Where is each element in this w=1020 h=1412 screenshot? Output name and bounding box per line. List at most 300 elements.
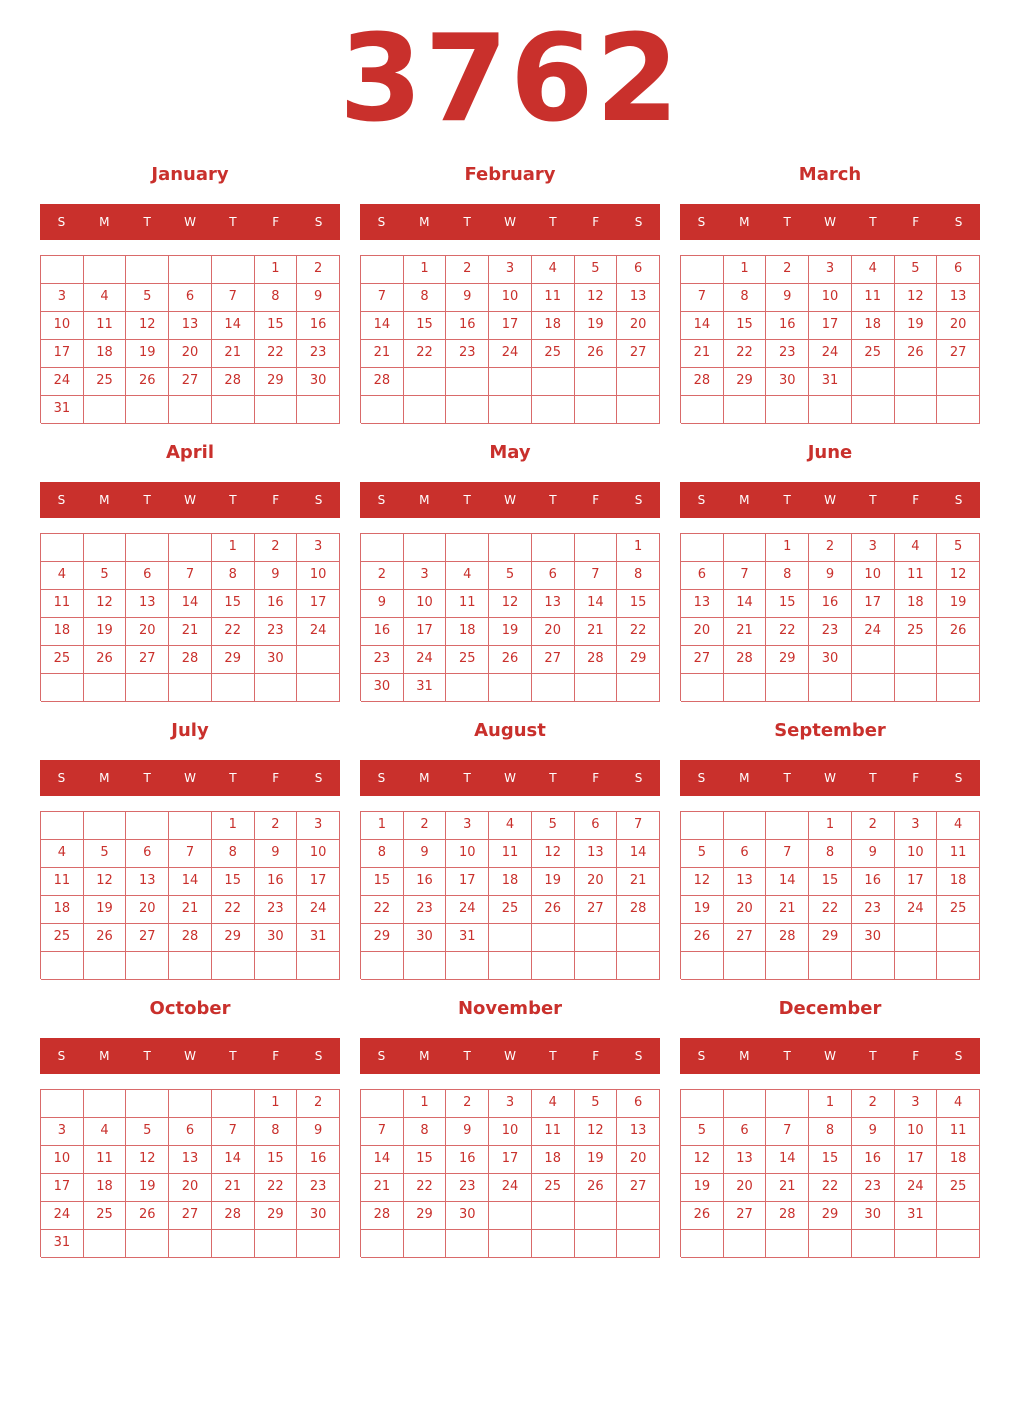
day-cell[interactable]: 12 xyxy=(681,868,724,896)
day-cell[interactable]: 6 xyxy=(937,256,980,284)
day-cell[interactable]: 10 xyxy=(489,1118,532,1146)
day-cell[interactable]: 16 xyxy=(297,312,340,340)
day-cell[interactable]: 24 xyxy=(809,340,852,368)
day-cell[interactable]: 26 xyxy=(681,1202,724,1230)
day-cell[interactable]: 5 xyxy=(681,840,724,868)
day-cell[interactable]: 1 xyxy=(809,1090,852,1118)
day-cell[interactable]: 23 xyxy=(852,896,895,924)
day-cell[interactable]: 14 xyxy=(766,868,809,896)
day-cell[interactable]: 22 xyxy=(766,618,809,646)
day-cell[interactable]: 4 xyxy=(937,1090,980,1118)
day-cell[interactable]: 14 xyxy=(169,590,212,618)
day-cell[interactable]: 18 xyxy=(84,340,127,368)
day-cell[interactable]: 25 xyxy=(895,618,938,646)
day-cell[interactable]: 5 xyxy=(681,1118,724,1146)
day-cell[interactable]: 23 xyxy=(766,340,809,368)
day-cell[interactable]: 22 xyxy=(404,1174,447,1202)
day-cell[interactable]: 17 xyxy=(809,312,852,340)
day-cell[interactable]: 3 xyxy=(41,284,84,312)
day-cell[interactable]: 14 xyxy=(361,312,404,340)
day-cell[interactable]: 28 xyxy=(169,924,212,952)
day-cell[interactable]: 9 xyxy=(446,284,489,312)
day-cell[interactable]: 10 xyxy=(489,284,532,312)
day-cell[interactable]: 24 xyxy=(895,1174,938,1202)
day-cell[interactable]: 20 xyxy=(681,618,724,646)
day-cell[interactable]: 21 xyxy=(575,618,618,646)
day-cell[interactable]: 14 xyxy=(766,1146,809,1174)
day-cell[interactable]: 5 xyxy=(575,256,618,284)
day-cell[interactable]: 17 xyxy=(489,1146,532,1174)
day-cell[interactable]: 16 xyxy=(255,590,298,618)
day-cell[interactable]: 25 xyxy=(532,340,575,368)
day-cell[interactable]: 15 xyxy=(255,312,298,340)
day-cell[interactable]: 19 xyxy=(575,1146,618,1174)
day-cell[interactable]: 23 xyxy=(852,1174,895,1202)
day-cell[interactable]: 11 xyxy=(84,1146,127,1174)
day-cell[interactable]: 13 xyxy=(126,868,169,896)
day-cell[interactable]: 28 xyxy=(361,368,404,396)
day-cell[interactable]: 6 xyxy=(617,1090,660,1118)
day-cell[interactable]: 30 xyxy=(255,924,298,952)
day-cell[interactable]: 5 xyxy=(126,284,169,312)
day-cell[interactable]: 21 xyxy=(169,618,212,646)
day-cell[interactable]: 26 xyxy=(532,896,575,924)
day-cell[interactable]: 13 xyxy=(617,1118,660,1146)
day-cell[interactable]: 1 xyxy=(255,1090,298,1118)
day-cell[interactable]: 2 xyxy=(766,256,809,284)
day-cell[interactable]: 7 xyxy=(361,284,404,312)
day-cell[interactable]: 17 xyxy=(895,1146,938,1174)
day-cell[interactable]: 1 xyxy=(404,256,447,284)
day-cell[interactable]: 21 xyxy=(212,340,255,368)
day-cell[interactable]: 11 xyxy=(895,562,938,590)
day-cell[interactable]: 7 xyxy=(169,562,212,590)
day-cell[interactable]: 23 xyxy=(404,896,447,924)
day-cell[interactable]: 24 xyxy=(446,896,489,924)
day-cell[interactable]: 14 xyxy=(724,590,767,618)
day-cell[interactable]: 22 xyxy=(404,340,447,368)
day-cell[interactable]: 22 xyxy=(724,340,767,368)
day-cell[interactable]: 1 xyxy=(724,256,767,284)
day-cell[interactable]: 19 xyxy=(84,896,127,924)
day-cell[interactable]: 13 xyxy=(126,590,169,618)
day-cell[interactable]: 5 xyxy=(532,812,575,840)
day-cell[interactable]: 19 xyxy=(84,618,127,646)
day-cell[interactable]: 14 xyxy=(361,1146,404,1174)
day-cell[interactable]: 29 xyxy=(766,646,809,674)
day-cell[interactable]: 21 xyxy=(361,1174,404,1202)
day-cell[interactable]: 24 xyxy=(404,646,447,674)
day-cell[interactable]: 9 xyxy=(404,840,447,868)
day-cell[interactable]: 2 xyxy=(361,562,404,590)
day-cell[interactable]: 24 xyxy=(41,368,84,396)
day-cell[interactable]: 5 xyxy=(126,1118,169,1146)
day-cell[interactable]: 29 xyxy=(809,1202,852,1230)
day-cell[interactable]: 13 xyxy=(617,284,660,312)
day-cell[interactable]: 19 xyxy=(126,340,169,368)
day-cell[interactable]: 20 xyxy=(126,896,169,924)
day-cell[interactable]: 26 xyxy=(575,340,618,368)
day-cell[interactable]: 11 xyxy=(852,284,895,312)
day-cell[interactable]: 6 xyxy=(532,562,575,590)
day-cell[interactable]: 8 xyxy=(404,1118,447,1146)
day-cell[interactable]: 4 xyxy=(84,1118,127,1146)
day-cell[interactable]: 12 xyxy=(84,868,127,896)
day-cell[interactable]: 29 xyxy=(212,924,255,952)
day-cell[interactable]: 19 xyxy=(681,896,724,924)
day-cell[interactable]: 16 xyxy=(852,868,895,896)
day-cell[interactable]: 24 xyxy=(895,896,938,924)
day-cell[interactable]: 1 xyxy=(404,1090,447,1118)
day-cell[interactable]: 25 xyxy=(446,646,489,674)
day-cell[interactable]: 11 xyxy=(937,1118,980,1146)
day-cell[interactable]: 12 xyxy=(575,1118,618,1146)
day-cell[interactable]: 30 xyxy=(852,1202,895,1230)
day-cell[interactable]: 10 xyxy=(809,284,852,312)
day-cell[interactable]: 14 xyxy=(212,312,255,340)
day-cell[interactable]: 4 xyxy=(41,840,84,868)
day-cell[interactable]: 24 xyxy=(297,618,340,646)
day-cell[interactable]: 31 xyxy=(41,1230,84,1258)
day-cell[interactable]: 20 xyxy=(617,312,660,340)
day-cell[interactable]: 29 xyxy=(724,368,767,396)
day-cell[interactable]: 22 xyxy=(809,896,852,924)
day-cell[interactable]: 16 xyxy=(446,1146,489,1174)
day-cell[interactable]: 26 xyxy=(126,1202,169,1230)
day-cell[interactable]: 13 xyxy=(681,590,724,618)
day-cell[interactable]: 28 xyxy=(169,646,212,674)
day-cell[interactable]: 17 xyxy=(297,868,340,896)
day-cell[interactable]: 15 xyxy=(212,590,255,618)
day-cell[interactable]: 28 xyxy=(212,1202,255,1230)
day-cell[interactable]: 1 xyxy=(212,534,255,562)
day-cell[interactable]: 28 xyxy=(617,896,660,924)
day-cell[interactable]: 3 xyxy=(404,562,447,590)
day-cell[interactable]: 30 xyxy=(766,368,809,396)
day-cell[interactable]: 26 xyxy=(681,924,724,952)
day-cell[interactable]: 17 xyxy=(489,312,532,340)
day-cell[interactable]: 18 xyxy=(446,618,489,646)
day-cell[interactable]: 10 xyxy=(895,840,938,868)
day-cell[interactable]: 27 xyxy=(617,340,660,368)
day-cell[interactable]: 26 xyxy=(84,646,127,674)
day-cell[interactable]: 5 xyxy=(575,1090,618,1118)
day-cell[interactable]: 20 xyxy=(169,1174,212,1202)
day-cell[interactable]: 8 xyxy=(361,840,404,868)
day-cell[interactable]: 11 xyxy=(84,312,127,340)
day-cell[interactable]: 18 xyxy=(41,896,84,924)
day-cell[interactable]: 8 xyxy=(766,562,809,590)
day-cell[interactable]: 10 xyxy=(852,562,895,590)
day-cell[interactable]: 21 xyxy=(766,1174,809,1202)
day-cell[interactable]: 19 xyxy=(489,618,532,646)
day-cell[interactable]: 12 xyxy=(937,562,980,590)
day-cell[interactable]: 9 xyxy=(809,562,852,590)
day-cell[interactable]: 14 xyxy=(681,312,724,340)
day-cell[interactable]: 8 xyxy=(255,284,298,312)
day-cell[interactable]: 8 xyxy=(404,284,447,312)
day-cell[interactable]: 3 xyxy=(297,812,340,840)
day-cell[interactable]: 1 xyxy=(617,534,660,562)
day-cell[interactable]: 4 xyxy=(937,812,980,840)
day-cell[interactable]: 10 xyxy=(297,562,340,590)
day-cell[interactable]: 4 xyxy=(895,534,938,562)
day-cell[interactable]: 5 xyxy=(84,562,127,590)
day-cell[interactable]: 23 xyxy=(297,1174,340,1202)
day-cell[interactable]: 7 xyxy=(724,562,767,590)
day-cell[interactable]: 11 xyxy=(937,840,980,868)
day-cell[interactable]: 28 xyxy=(361,1202,404,1230)
day-cell[interactable]: 1 xyxy=(212,812,255,840)
day-cell[interactable]: 31 xyxy=(297,924,340,952)
day-cell[interactable]: 23 xyxy=(255,896,298,924)
day-cell[interactable]: 31 xyxy=(446,924,489,952)
day-cell[interactable]: 6 xyxy=(126,840,169,868)
day-cell[interactable]: 27 xyxy=(169,1202,212,1230)
day-cell[interactable]: 27 xyxy=(617,1174,660,1202)
day-cell[interactable]: 17 xyxy=(404,618,447,646)
day-cell[interactable]: 6 xyxy=(126,562,169,590)
day-cell[interactable]: 14 xyxy=(617,840,660,868)
day-cell[interactable]: 7 xyxy=(766,1118,809,1146)
day-cell[interactable]: 16 xyxy=(297,1146,340,1174)
day-cell[interactable]: 8 xyxy=(724,284,767,312)
day-cell[interactable]: 6 xyxy=(724,840,767,868)
day-cell[interactable]: 24 xyxy=(41,1202,84,1230)
day-cell[interactable]: 22 xyxy=(212,896,255,924)
day-cell[interactable]: 3 xyxy=(41,1118,84,1146)
day-cell[interactable]: 10 xyxy=(297,840,340,868)
day-cell[interactable]: 24 xyxy=(852,618,895,646)
day-cell[interactable]: 3 xyxy=(489,256,532,284)
day-cell[interactable]: 6 xyxy=(169,1118,212,1146)
day-cell[interactable]: 12 xyxy=(895,284,938,312)
day-cell[interactable]: 25 xyxy=(937,896,980,924)
day-cell[interactable]: 6 xyxy=(575,812,618,840)
day-cell[interactable]: 8 xyxy=(255,1118,298,1146)
day-cell[interactable]: 25 xyxy=(41,646,84,674)
day-cell[interactable]: 16 xyxy=(809,590,852,618)
day-cell[interactable]: 15 xyxy=(617,590,660,618)
day-cell[interactable]: 21 xyxy=(681,340,724,368)
day-cell[interactable]: 12 xyxy=(681,1146,724,1174)
day-cell[interactable]: 27 xyxy=(937,340,980,368)
day-cell[interactable]: 18 xyxy=(852,312,895,340)
day-cell[interactable]: 23 xyxy=(361,646,404,674)
day-cell[interactable]: 2 xyxy=(852,812,895,840)
day-cell[interactable]: 30 xyxy=(809,646,852,674)
day-cell[interactable]: 6 xyxy=(617,256,660,284)
day-cell[interactable]: 9 xyxy=(446,1118,489,1146)
day-cell[interactable]: 25 xyxy=(937,1174,980,1202)
day-cell[interactable]: 15 xyxy=(724,312,767,340)
day-cell[interactable]: 25 xyxy=(532,1174,575,1202)
day-cell[interactable]: 28 xyxy=(575,646,618,674)
day-cell[interactable]: 20 xyxy=(724,1174,767,1202)
day-cell[interactable]: 3 xyxy=(489,1090,532,1118)
day-cell[interactable]: 2 xyxy=(809,534,852,562)
day-cell[interactable]: 23 xyxy=(255,618,298,646)
day-cell[interactable]: 30 xyxy=(255,646,298,674)
day-cell[interactable]: 20 xyxy=(126,618,169,646)
day-cell[interactable]: 9 xyxy=(361,590,404,618)
day-cell[interactable]: 13 xyxy=(724,868,767,896)
day-cell[interactable]: 15 xyxy=(809,1146,852,1174)
day-cell[interactable]: 15 xyxy=(809,868,852,896)
day-cell[interactable]: 2 xyxy=(404,812,447,840)
day-cell[interactable]: 16 xyxy=(852,1146,895,1174)
day-cell[interactable]: 31 xyxy=(41,396,84,424)
day-cell[interactable]: 2 xyxy=(852,1090,895,1118)
day-cell[interactable]: 19 xyxy=(681,1174,724,1202)
day-cell[interactable]: 13 xyxy=(937,284,980,312)
day-cell[interactable]: 26 xyxy=(84,924,127,952)
day-cell[interactable]: 28 xyxy=(766,1202,809,1230)
day-cell[interactable]: 21 xyxy=(212,1174,255,1202)
day-cell[interactable]: 6 xyxy=(169,284,212,312)
day-cell[interactable]: 26 xyxy=(937,618,980,646)
day-cell[interactable]: 24 xyxy=(489,340,532,368)
day-cell[interactable]: 15 xyxy=(404,312,447,340)
day-cell[interactable]: 26 xyxy=(126,368,169,396)
day-cell[interactable]: 17 xyxy=(895,868,938,896)
day-cell[interactable]: 8 xyxy=(809,840,852,868)
day-cell[interactable]: 6 xyxy=(724,1118,767,1146)
day-cell[interactable]: 9 xyxy=(852,840,895,868)
day-cell[interactable]: 14 xyxy=(212,1146,255,1174)
day-cell[interactable]: 1 xyxy=(255,256,298,284)
day-cell[interactable]: 27 xyxy=(724,1202,767,1230)
day-cell[interactable]: 31 xyxy=(404,674,447,702)
day-cell[interactable]: 8 xyxy=(212,562,255,590)
day-cell[interactable]: 12 xyxy=(489,590,532,618)
day-cell[interactable]: 27 xyxy=(724,924,767,952)
day-cell[interactable]: 27 xyxy=(169,368,212,396)
day-cell[interactable]: 10 xyxy=(41,1146,84,1174)
day-cell[interactable]: 12 xyxy=(126,1146,169,1174)
day-cell[interactable]: 11 xyxy=(41,868,84,896)
day-cell[interactable]: 29 xyxy=(404,1202,447,1230)
day-cell[interactable]: 5 xyxy=(84,840,127,868)
day-cell[interactable]: 22 xyxy=(255,1174,298,1202)
day-cell[interactable]: 3 xyxy=(852,534,895,562)
day-cell[interactable]: 16 xyxy=(361,618,404,646)
day-cell[interactable]: 17 xyxy=(41,1174,84,1202)
day-cell[interactable]: 16 xyxy=(255,868,298,896)
day-cell[interactable]: 15 xyxy=(404,1146,447,1174)
day-cell[interactable]: 2 xyxy=(297,256,340,284)
day-cell[interactable]: 25 xyxy=(489,896,532,924)
day-cell[interactable]: 9 xyxy=(766,284,809,312)
day-cell[interactable]: 19 xyxy=(937,590,980,618)
day-cell[interactable]: 18 xyxy=(84,1174,127,1202)
day-cell[interactable]: 20 xyxy=(617,1146,660,1174)
day-cell[interactable]: 19 xyxy=(126,1174,169,1202)
day-cell[interactable]: 10 xyxy=(404,590,447,618)
day-cell[interactable]: 13 xyxy=(169,1146,212,1174)
day-cell[interactable]: 28 xyxy=(766,924,809,952)
day-cell[interactable]: 13 xyxy=(169,312,212,340)
day-cell[interactable]: 18 xyxy=(937,868,980,896)
day-cell[interactable]: 13 xyxy=(724,1146,767,1174)
day-cell[interactable]: 30 xyxy=(297,368,340,396)
day-cell[interactable]: 20 xyxy=(575,868,618,896)
day-cell[interactable]: 18 xyxy=(41,618,84,646)
day-cell[interactable]: 7 xyxy=(361,1118,404,1146)
day-cell[interactable]: 21 xyxy=(361,340,404,368)
day-cell[interactable]: 17 xyxy=(41,340,84,368)
day-cell[interactable]: 12 xyxy=(532,840,575,868)
day-cell[interactable]: 19 xyxy=(895,312,938,340)
day-cell[interactable]: 13 xyxy=(532,590,575,618)
day-cell[interactable]: 29 xyxy=(255,1202,298,1230)
day-cell[interactable]: 11 xyxy=(532,1118,575,1146)
day-cell[interactable]: 14 xyxy=(575,590,618,618)
day-cell[interactable]: 21 xyxy=(766,896,809,924)
day-cell[interactable]: 16 xyxy=(446,312,489,340)
day-cell[interactable]: 19 xyxy=(575,312,618,340)
day-cell[interactable]: 18 xyxy=(895,590,938,618)
day-cell[interactable]: 21 xyxy=(617,868,660,896)
day-cell[interactable]: 19 xyxy=(532,868,575,896)
day-cell[interactable]: 3 xyxy=(895,1090,938,1118)
day-cell[interactable]: 11 xyxy=(41,590,84,618)
day-cell[interactable]: 30 xyxy=(852,924,895,952)
day-cell[interactable]: 1 xyxy=(361,812,404,840)
day-cell[interactable]: 14 xyxy=(169,868,212,896)
day-cell[interactable]: 22 xyxy=(361,896,404,924)
day-cell[interactable]: 12 xyxy=(575,284,618,312)
day-cell[interactable]: 20 xyxy=(937,312,980,340)
day-cell[interactable]: 9 xyxy=(255,562,298,590)
day-cell[interactable]: 27 xyxy=(681,646,724,674)
day-cell[interactable]: 17 xyxy=(297,590,340,618)
day-cell[interactable]: 7 xyxy=(766,840,809,868)
day-cell[interactable]: 24 xyxy=(297,896,340,924)
day-cell[interactable]: 22 xyxy=(212,618,255,646)
day-cell[interactable]: 12 xyxy=(126,312,169,340)
day-cell[interactable]: 5 xyxy=(895,256,938,284)
day-cell[interactable]: 27 xyxy=(126,924,169,952)
day-cell[interactable]: 30 xyxy=(297,1202,340,1230)
day-cell[interactable]: 4 xyxy=(84,284,127,312)
day-cell[interactable]: 17 xyxy=(446,868,489,896)
day-cell[interactable]: 9 xyxy=(255,840,298,868)
day-cell[interactable]: 5 xyxy=(937,534,980,562)
day-cell[interactable]: 2 xyxy=(255,812,298,840)
day-cell[interactable]: 9 xyxy=(297,284,340,312)
day-cell[interactable]: 13 xyxy=(575,840,618,868)
day-cell[interactable]: 27 xyxy=(126,646,169,674)
day-cell[interactable]: 26 xyxy=(895,340,938,368)
day-cell[interactable]: 20 xyxy=(724,896,767,924)
day-cell[interactable]: 10 xyxy=(446,840,489,868)
day-cell[interactable]: 31 xyxy=(895,1202,938,1230)
day-cell[interactable]: 4 xyxy=(446,562,489,590)
day-cell[interactable]: 4 xyxy=(532,256,575,284)
day-cell[interactable]: 12 xyxy=(84,590,127,618)
day-cell[interactable]: 11 xyxy=(532,284,575,312)
day-cell[interactable]: 10 xyxy=(41,312,84,340)
day-cell[interactable]: 7 xyxy=(617,812,660,840)
day-cell[interactable]: 4 xyxy=(532,1090,575,1118)
day-cell[interactable]: 22 xyxy=(809,1174,852,1202)
day-cell[interactable]: 25 xyxy=(84,368,127,396)
day-cell[interactable]: 7 xyxy=(169,840,212,868)
day-cell[interactable]: 5 xyxy=(489,562,532,590)
day-cell[interactable]: 2 xyxy=(297,1090,340,1118)
day-cell[interactable]: 8 xyxy=(617,562,660,590)
